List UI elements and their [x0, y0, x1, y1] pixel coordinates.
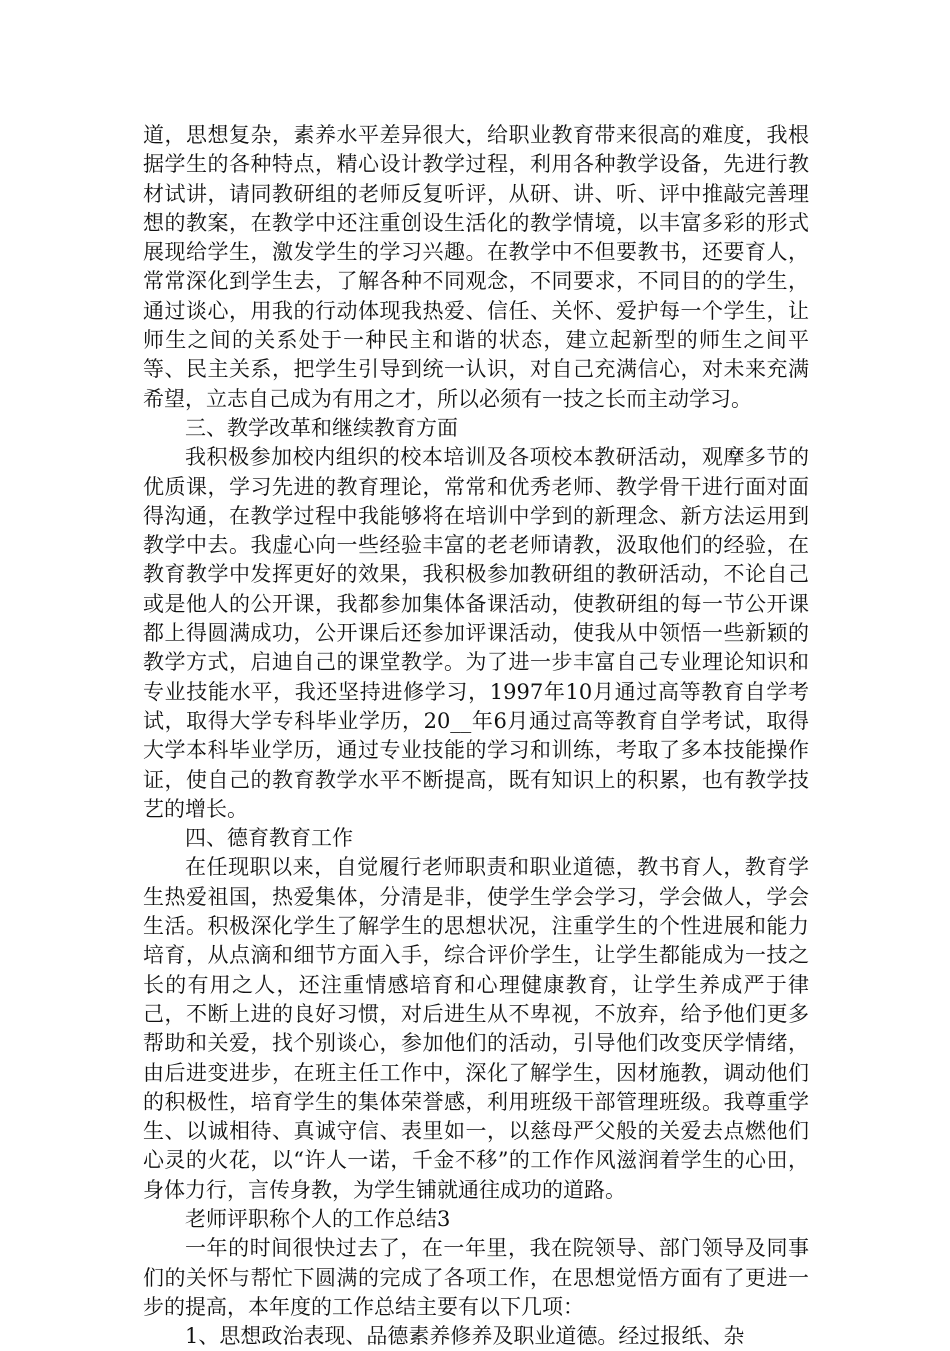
- paragraph-political-performance: 1、思想政治表现、品德素养修养及职业道德。经过报纸、杂: [185, 1324, 745, 1349]
- heading-teaching-reform: 三、教学改革和继续教育方面: [185, 415, 458, 440]
- paragraph-teaching-reform: 我积极参加校内组织的校本培训及各项校本教研活动，观摩多节的优质课，学习先进的教育理论，常常和优秀老师、教学骨干进行面对面得沟通，在教学过程中我能够将在培训中学到的新理念、新方法运用到教学中去。我虚心向一些经验丰富的老老师请教，汲取他们的经验，在教育教学中发挥更好的效果，我积极参加教研组的教研活动，不论自己或是他人的公开课，我都参加集体备课活动，使教研组的每一节公开课都上得圆满成功，公开课后还参加评课活动，使我从中领悟一些新颖的教学方式，启迪自己的课堂教学。为了进一步丰富自己专业理论知识和专业技能水平，我还坚持进修学习，1997年10月通过高等教育自学考试，取得大学专科毕业学历，20__年6月通过高等教育自学考试，取得大学本科毕业学历，通过专业技能的学习和训练，考取了多本技能操作证，使自己的教育教学水平不断提高，既有知识上的积累，也有教学技艺的增长。: [143, 445, 809, 821]
- heading-summary-3: 老师评职称个人的工作总结3: [185, 1206, 451, 1231]
- paragraph-teaching-approach: 道，思想复杂，素养水平差异很大，给职业教育带来很高的难度，我根据学生的各种特点，精心设计教学过程，利用各种教学设备，先进行教材试讲，请同教研组的老师反复听评，从研、讲、听、评中推敲完善理想的教案，在教学中还注重创设生活化的教学情境，以丰富多彩的形式展现给学生，激发学生的学习兴趣。在教学中不但要教书，还要育人，常常深化到学生去，了解各种不同观念，不同要求，不同目的的学生，通过谈心，用我的行动体现我热爱、信任、关怀、爱护每一个学生，让师生之间的关系处于一种民主和谐的状态，建立起新型的师生之间平等、民主关系，把学生引导到统一认识，对自己充满信心，对未来充满希望，立志自己成为有用之才，所以必须有一技之长而主动学习。: [143, 123, 809, 411]
- paragraph-moral-education: 在任现职以来，自觉履行老师职责和职业道德，教书育人，教育学生热爱祖国，热爱集体，分清是非，使学生学会学习，学会做人，学会生活。积极深化学生了解学生的思想状况，注重学生的个性进展和能力培育，从点滴和细节方面入手，综合评价学生，让学生都能成为一技之长的有用之人，还注重情感培育和心理健康教育，让学生养成严于律己，不断上进的良好习惯，对后进生从不卑视，不放弃，给予他们更多帮助和关爱，找个别谈心，参加他们的活动，引导他们改变厌学情绪，由后进变进步，在班主任工作中，深化了解学生，因材施教，调动他们的积极性，培育学生的集体荣誉感，利用班级干部管理班级。我尊重学生、以诚相待、真诚守信、表里如一，以慈母严父般的关爱去点燃他们心灵的火花，以“许人一诺，千金不移”的工作作风滋润着学生的心田，身体力行，言传身教，为学生铺就通往成功的道路。: [143, 855, 809, 1202]
- paragraph-year-overview: 一年的时间很快过去了，在一年里，我在院领导、部门领导及同事们的关怀与帮忙下圆满的完成了各项工作，在思想觉悟方面有了更进一步的提高，本年度的工作总结主要有以下几项：: [143, 1236, 809, 1319]
- document-page: [143, 121, 809, 1351]
- heading-moral-education: 四、德育教育工作: [185, 826, 353, 851]
